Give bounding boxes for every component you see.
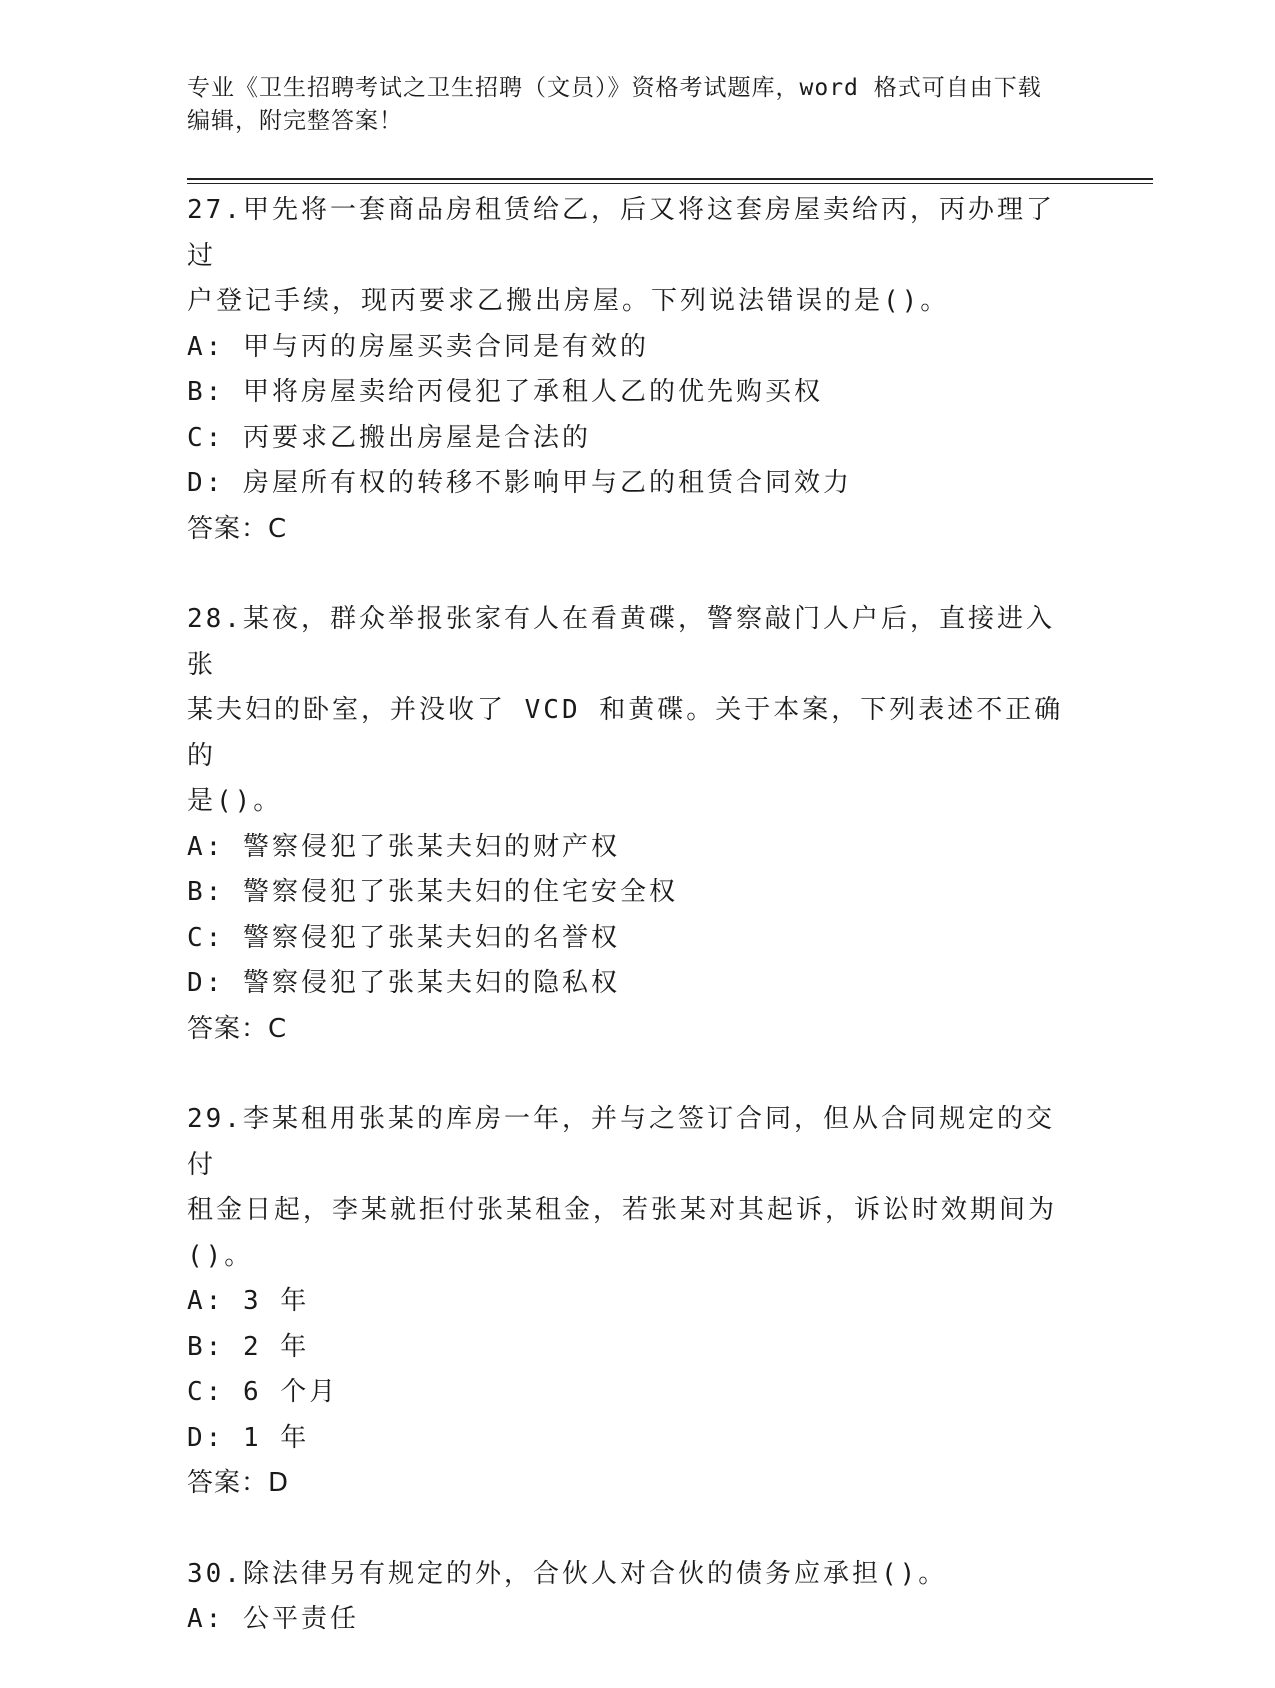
- option-c: C: 6 个月: [187, 1377, 339, 1407]
- stem-line: 30.除法律另有规定的外，合伙人对合伙的债务应承担()。: [187, 1558, 948, 1589]
- option-b: B: 甲将房屋卖给丙侵犯了承租人乙的优先购买权: [187, 377, 823, 407]
- document-header: [187, 72, 1067, 138]
- answer-line: 答案：C: [187, 513, 288, 544]
- option-d: D: 警察侵犯了张某夫妇的隐私权: [187, 968, 620, 998]
- stem-line: ()。: [187, 1240, 254, 1271]
- stem-line: 28.某夜，群众举报张家有人在看黄碟，警察敲门人户后，直接进入张: [187, 604, 1055, 680]
- header-divider-thin: [187, 183, 1153, 184]
- question-27: [187, 188, 1087, 552]
- question-list: [187, 188, 1087, 1688]
- option-c: C: 警察侵犯了张某夫妇的名誉权: [187, 922, 620, 953]
- header-divider-thick: [187, 178, 1153, 180]
- option-b: B: 2 年: [187, 1331, 310, 1362]
- answer-line: 答案：D: [187, 1468, 290, 1498]
- option-d: D: 1 年: [187, 1422, 310, 1453]
- question-29: [187, 1097, 1087, 1507]
- header-line-2: 编辑，附完整答案！: [187, 108, 403, 134]
- stem-line: 27.甲先将一套商品房租赁给乙，后又将这套房屋卖给丙，丙办理了过: [187, 195, 1055, 271]
- option-c: C: 丙要求乙搬出房屋是合法的: [187, 422, 591, 453]
- header-line-1: 专业《卫生招聘考试之卫生招聘（文员）》资格考试题库，word 格式可自由下载: [187, 75, 1042, 101]
- option-a: A: 警察侵犯了张某夫妇的财产权: [187, 831, 620, 862]
- question-28: [187, 597, 1087, 1052]
- option-a: A: 3 年: [187, 1286, 310, 1316]
- option-a: A: 公平责任: [187, 1604, 359, 1634]
- option-a: A: 甲与丙的房屋买卖合同是有效的: [187, 331, 649, 362]
- question-stem: [187, 1097, 1077, 1279]
- question-stem: [187, 188, 1077, 325]
- option-b: B: 警察侵犯了张某夫妇的住宅安全权: [187, 877, 678, 907]
- option-d: D: 房屋所有权的转移不影响甲与乙的租赁合同效力: [187, 468, 852, 498]
- question-stem: [187, 1552, 1077, 1598]
- stem-line: 某夫妇的卧室，并没收了 VCD 和黄碟。关于本案，下列表述不正确的: [187, 695, 1064, 771]
- stem-line: 是()。: [187, 786, 283, 816]
- stem-line: 租金日起，李某就拒付张某租金，若张某对其起诉，诉讼时效期间为: [187, 1195, 1058, 1225]
- stem-line: 户登记手续，现丙要求乙搬出房屋。下列说法错误的是()。: [187, 286, 950, 316]
- stem-line: 29.李某租用张某的库房一年，并与之签订合同，但从合同规定的交付: [187, 1104, 1055, 1180]
- question-30: [187, 1552, 1087, 1643]
- answer-line: 答案：C: [187, 1013, 288, 1044]
- question-stem: [187, 597, 1077, 825]
